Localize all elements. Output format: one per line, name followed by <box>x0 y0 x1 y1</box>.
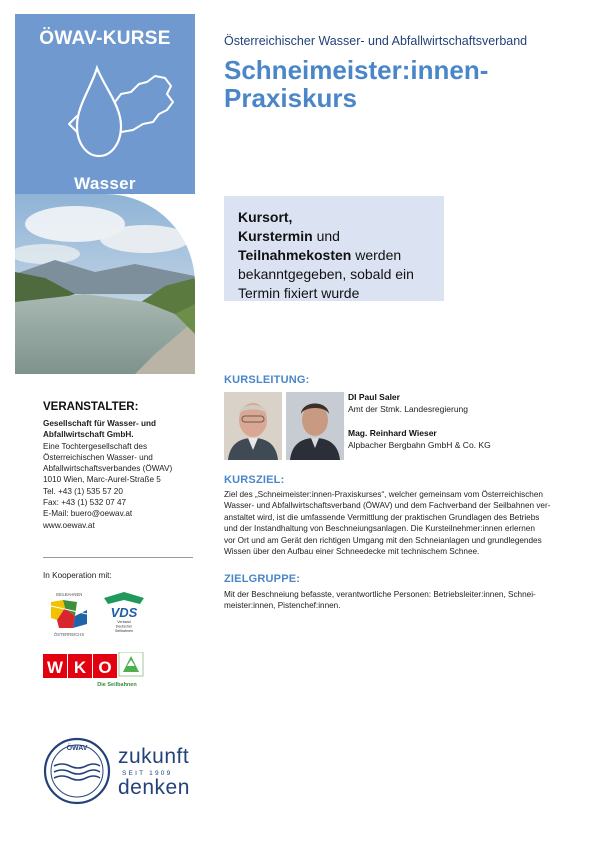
seilbahnen-oesterreichs-logo <box>43 590 95 638</box>
person-photo-wieser <box>286 392 344 460</box>
wko-k: K <box>73 658 87 677</box>
course-title <box>224 56 584 112</box>
info-kursort: Kursort, <box>238 209 293 225</box>
zielgruppe-line: meister:innen, Pistenchef:innen. <box>224 601 341 611</box>
brand-title: ÖWAV-KURSE <box>39 28 171 49</box>
organization-name: Österreichischer Wasser- und Abfallwirtschaftsverband <box>224 34 528 48</box>
seilbahnen-top-text: SEILBAHNEN <box>55 592 83 597</box>
person-org-saler: Amt der Stmk. Landesregierung <box>348 404 469 414</box>
person-photo-saler <box>224 392 282 460</box>
vds-sub2: Deutscher <box>115 624 133 629</box>
oewav-seal-logo <box>42 736 112 806</box>
veranstalter-line: Abfallwirtschaftsverbandes (ÖWAV) <box>43 464 173 474</box>
veranstalter-line: Eine Tochtergesellschaft des <box>43 441 148 451</box>
veranstalter-company: Gesellschaft für Wasser- und <box>43 419 156 428</box>
brand-block <box>15 14 195 194</box>
course-title-line2: Praxiskurs <box>224 83 357 113</box>
slogan-zukunft: zukunft <box>118 745 190 768</box>
kursziel-line: und der Instandhaltung von Beschneiungsanlagen. Die Kursteilnehmer:innen erlernen <box>224 524 535 534</box>
zielgruppe-text <box>224 589 586 612</box>
veranstalter-details <box>43 418 193 531</box>
veranstalter-phone: Tel. +43 (1) 535 57 20 <box>43 486 123 496</box>
zielgruppe-line: Mit der Beschneiung befasste, verantwortliche Personen: Betriebsleiter:innen, Schnei- <box>224 590 536 599</box>
person-name-wieser: Mag. Reinhard Wieser <box>348 428 437 438</box>
veranstalter-heading: VERANSTALTER: <box>43 401 139 413</box>
vds-logo <box>100 590 148 634</box>
cooperation-label: In Kooperation mit: <box>43 571 112 580</box>
wko-w: W <box>46 658 64 677</box>
veranstalter-address: 1010 Wien, Marc-Aurel-Straße 5 <box>43 475 161 485</box>
veranstalter-fax: Fax: +43 (1) 532 07 47 <box>43 498 127 508</box>
kursziel-heading: KURSZIEL: <box>224 474 285 486</box>
info-werden: werden <box>351 247 402 263</box>
wko-o: O <box>98 658 112 677</box>
veranstalter-line: Österreichischen Wasser- und <box>43 452 153 462</box>
divider <box>43 557 193 558</box>
veranstalter-company-2: Abfallwirtschaft GmbH. <box>43 430 134 440</box>
person-name-saler: DI Paul Saler <box>348 392 400 402</box>
person-org-wieser: Alpbacher Bergbahn GmbH & Co. KG <box>348 440 491 450</box>
slogan-denken: denken <box>118 776 190 799</box>
info-und: und <box>312 228 340 244</box>
seilbahnen-bottom-text: ÖSTERREICHS <box>53 632 85 637</box>
info-kurstermin: Kurstermin <box>238 228 313 244</box>
kursziel-text <box>224 489 586 557</box>
wko-sub-text: Die Seilbahnen <box>97 682 137 688</box>
kursleitung-heading: KURSLEITUNG: <box>224 374 310 386</box>
vds-sub3: Seilbahnen <box>115 629 133 633</box>
brand-subtitle: Wasser <box>74 174 136 193</box>
water-drop-austria-icon <box>55 62 185 172</box>
wko-seilbahnen-logo <box>43 652 153 690</box>
seal-letters: ÖWAV <box>66 745 88 752</box>
course-title-line1: Schneimeister:innen- <box>224 55 489 85</box>
veranstalter-website[interactable]: www.oewav.at <box>43 520 95 530</box>
kursziel-line: anstaltet wird, ist die umfassende Vermittlung der praktischen Grundlagen des Betriebs <box>224 512 540 522</box>
zielgruppe-heading: ZIELGRUPPE: <box>224 573 301 585</box>
kursziel-line: Ziel des „Schneimeister:innen-Praxiskurses“, welcher gemeinsam vom Österreichischen <box>224 490 543 499</box>
course-info-box <box>224 196 444 301</box>
kursziel-line: Wasser- und Abfallwirtschaftsverband (ÖWAV) und dem Fachverband der Seilbahnen ver- <box>224 501 551 511</box>
veranstalter-email[interactable]: E-Mail: buero@oewav.at <box>43 509 133 519</box>
vds-sub1: Verband <box>117 620 131 624</box>
info-line5: Termin fixiert wurde <box>238 285 360 301</box>
kursziel-line: vor Ort und am Gerät den richtigen Umgang mit den Schneianlagen und grundlegendes <box>224 535 542 545</box>
slogan-seit: SEIT 1909 <box>122 770 173 777</box>
vds-letters: VDS <box>110 605 138 620</box>
river-landscape-photo <box>15 194 195 374</box>
info-line4: bekanntgegeben, sobald ein <box>238 266 414 282</box>
info-teilnahmekosten: Teilnahmekosten <box>238 247 352 263</box>
kursziel-line: Wissen über den Aufbau einer Schneedecke mit technischem Schnee. <box>224 547 480 557</box>
